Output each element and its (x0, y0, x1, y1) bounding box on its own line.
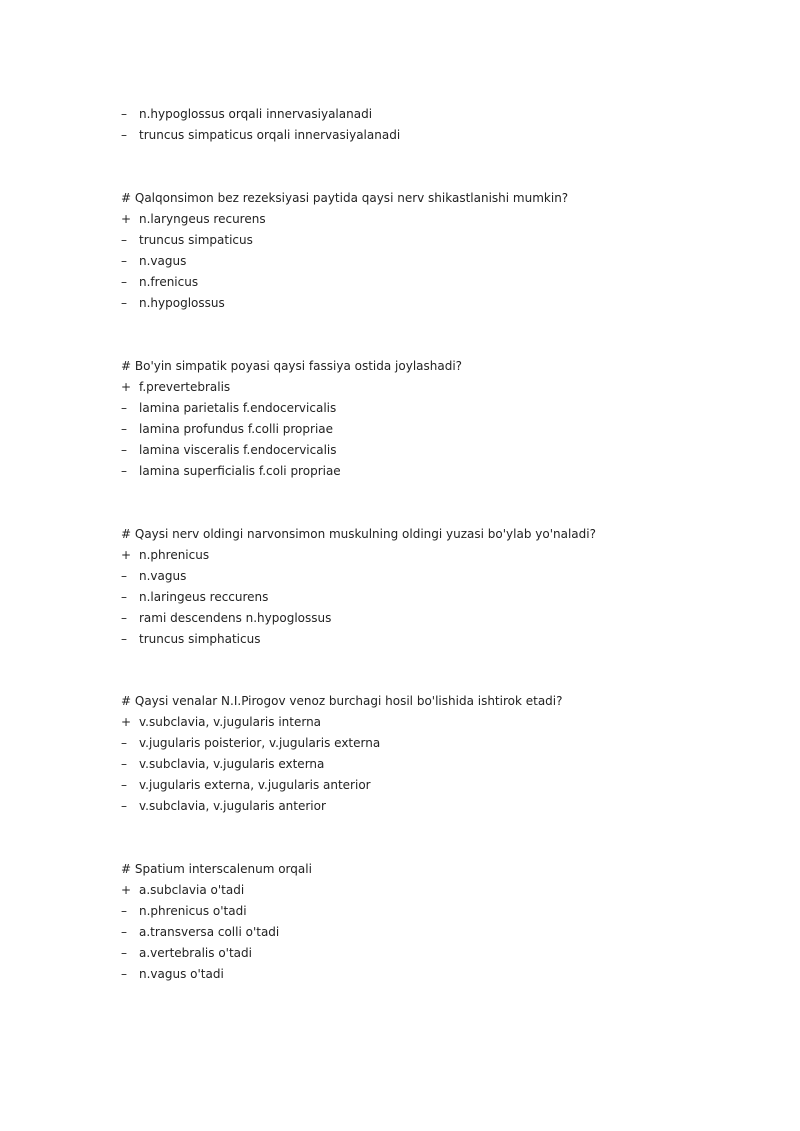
option-marker: – (121, 736, 127, 750)
option-line (121, 104, 372, 125)
option-text: n.hypoglossus orqali innervasiyalanadi (139, 107, 373, 121)
option-text: n.phrenicus (139, 548, 210, 562)
question-text: # Qalqonsimon bez rezeksiyasi paytida qaysi nerv shikastlanishi mumkin? (121, 191, 569, 205)
option-marker: – (121, 443, 127, 457)
option-line (121, 566, 186, 587)
option-line (121, 733, 380, 754)
option-marker: – (121, 296, 127, 310)
option-text: n.phrenicus o'tadi (139, 904, 247, 918)
option-line (121, 964, 224, 985)
option-line (121, 440, 337, 461)
question-text: # Bo'yin simpatik poyasi qaysi fassiya ostida joylashadi? (121, 359, 463, 373)
option-text: f.prevertebralis (139, 380, 231, 394)
option-marker: – (121, 233, 127, 247)
option-line (121, 754, 324, 775)
option-marker: – (121, 590, 127, 604)
option-text: a.subclavia o'tadi (139, 883, 245, 897)
option-text: truncus simpaticus orqali innervasiyalanadi (139, 128, 401, 142)
option-marker: – (121, 967, 127, 981)
option-line (121, 377, 230, 398)
option-text: truncus simphaticus (139, 632, 261, 646)
option-marker: – (121, 128, 127, 142)
option-marker: – (121, 464, 127, 478)
option-text: n.laringeus reccurens (139, 590, 269, 604)
option-marker: – (121, 799, 127, 813)
option-marker: + (121, 883, 132, 897)
option-text: rami descendens n.hypoglossus (139, 611, 332, 625)
option-marker: + (121, 548, 132, 562)
option-marker: – (121, 925, 127, 939)
option-line (121, 419, 333, 440)
option-marker: – (121, 107, 127, 121)
option-text: n.frenicus (139, 275, 199, 289)
option-text: n.laryngeus recurens (139, 212, 266, 226)
option-marker: + (121, 715, 132, 729)
option-line (121, 922, 279, 943)
option-line (121, 629, 260, 650)
option-marker: – (121, 904, 127, 918)
option-marker: – (121, 757, 127, 771)
option-line (121, 545, 209, 566)
option-line (121, 125, 400, 146)
option-marker: – (121, 254, 127, 268)
question-text: # Qaysi venalar N.I.Pirogov venoz burchagi hosil bo'lishida ishtirok etadi? (121, 694, 563, 708)
option-marker: – (121, 401, 127, 415)
option-text: lamina visceralis f.endocervicalis (139, 443, 337, 457)
option-text: a.vertebralis o'tadi (139, 946, 252, 960)
option-text: v.jugularis externa, v.jugularis anterior (139, 778, 371, 792)
option-text: n.vagus (139, 254, 187, 268)
option-line (121, 901, 247, 922)
question-text: # Spatium interscalenum orqali (121, 862, 312, 876)
option-line (121, 251, 186, 272)
option-line (121, 293, 225, 314)
option-line (121, 209, 266, 230)
option-line (121, 608, 331, 629)
option-line (121, 587, 268, 608)
option-marker: + (121, 380, 132, 394)
option-line (121, 880, 244, 901)
option-line (121, 712, 321, 733)
option-text: lamina superficialis f.coli propriae (139, 464, 341, 478)
option-line (121, 461, 341, 482)
option-marker: – (121, 946, 127, 960)
option-marker: – (121, 422, 127, 436)
option-marker: + (121, 212, 132, 226)
option-line (121, 230, 253, 251)
question-text: # Qaysi nerv oldingi narvonsimon muskulning oldingi yuzasi bo'ylab yo'naladi? (121, 527, 596, 541)
option-text: a.transversa colli o'tadi (139, 925, 280, 939)
option-marker: – (121, 611, 127, 625)
option-line (121, 796, 326, 817)
option-text: v.jugularis poisterior, v.jugularis externa (139, 736, 381, 750)
option-text: lamina parietalis f.endocervicalis (139, 401, 337, 415)
option-line (121, 398, 336, 419)
option-text: n.hypoglossus (139, 296, 225, 310)
option-marker: – (121, 632, 127, 646)
option-marker: – (121, 778, 127, 792)
option-text: v.subclavia, v.jugularis interna (139, 715, 322, 729)
option-text: v.subclavia, v.jugularis anterior (139, 799, 326, 813)
option-text: n.vagus o'tadi (139, 967, 224, 981)
option-text: v.subclavia, v.jugularis externa (139, 757, 325, 771)
option-line (121, 943, 252, 964)
option-text: truncus simpaticus (139, 233, 253, 247)
option-marker: – (121, 275, 127, 289)
option-text: n.vagus (139, 569, 187, 583)
option-line (121, 272, 198, 293)
option-marker: – (121, 569, 127, 583)
option-text: lamina profundus f.colli propriae (139, 422, 334, 436)
option-line (121, 775, 371, 796)
